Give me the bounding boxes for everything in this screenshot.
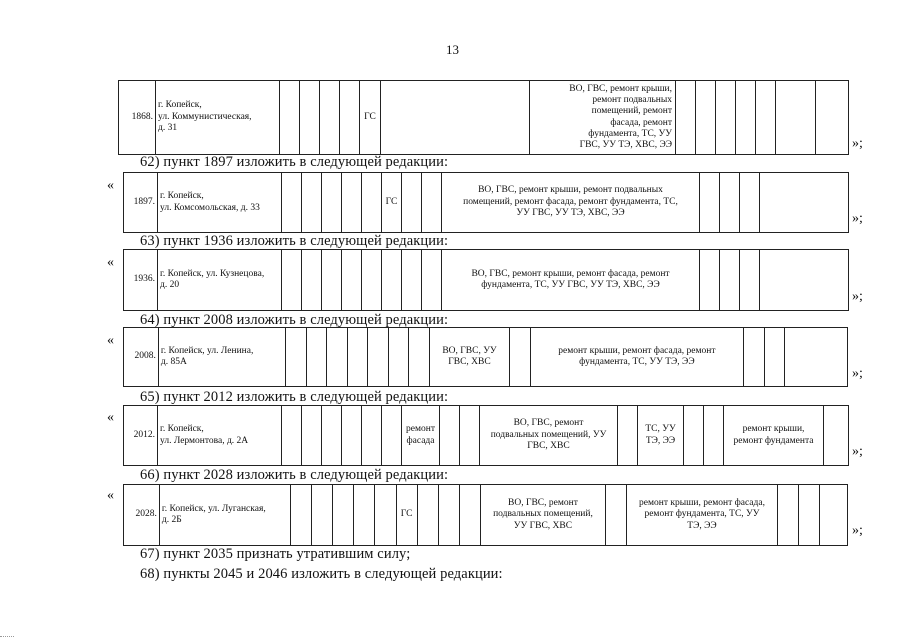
row-number: 2028. xyxy=(124,485,160,546)
row-works: ВО, ГВС, ремонт крыши, ремонт подвальных помещений, ремонт фасада, ремонт фундамента, ТС, УУ ГВС, УУ ТЭ, ХВС, ЭЭ xyxy=(442,173,700,233)
row-works: ВО, ГВС, ремонт крыши, ремонт подвальных помещений, ремонт фасада, ремонт фундамента, ТС, УУ ГВС, УУ ТЭ, ХВС, ЭЭ xyxy=(530,81,676,155)
paragraph-67: 67) пункт 2035 признать утратившим силу; xyxy=(140,546,411,562)
table-row-2028 xyxy=(123,484,848,546)
row-works: ВО, ГВС, ремонт крыши, ремонт фасада, ремонт фундамента, ТС, УУ ГВС, УУ ТЭ, ХВС, ЭЭ xyxy=(442,250,700,311)
table-row-2012 xyxy=(123,405,849,466)
opening-quote: « xyxy=(107,488,114,503)
row-gs: ГС xyxy=(382,173,402,233)
row-address: г. Копейск, ул. Лермонтова, д. 2А xyxy=(158,406,282,466)
paragraph-68: 68) пункты 2045 и 2046 изложить в следующей редакции: xyxy=(140,566,503,582)
paragraph-63: 63) пункт 1936 изложить в следующей редакции: xyxy=(140,233,449,249)
paragraph-65: 65) пункт 2012 изложить в следующей редакции: xyxy=(140,389,449,405)
row-works-c: ремонт крыши, ремонт фундамента xyxy=(724,406,824,466)
scan-edge-mark xyxy=(0,628,14,637)
row-address: г. Копейск, ул. Луганская, д. 2Б xyxy=(159,485,290,546)
closing-quote: »; xyxy=(852,366,863,381)
page-number: 13 xyxy=(446,42,459,57)
row-address: г. Копейск, ул. Кузнецова, д. 20 xyxy=(158,250,282,311)
opening-quote: « xyxy=(107,333,114,348)
opening-quote: « xyxy=(107,410,114,425)
paragraph-64: 64) пункт 2008 изложить в следующей редакции: xyxy=(140,312,449,328)
closing-quote: »; xyxy=(852,444,863,459)
row-works-a: ВО, ГВС, ремонт подвальных помещений, УУ ГВС, ХВС xyxy=(480,406,618,466)
row-number: 1868. xyxy=(119,81,156,155)
row-number: 1897. xyxy=(124,173,158,233)
table-row-2008 xyxy=(123,327,848,387)
row-number: 2012. xyxy=(124,406,158,466)
paragraph-66: 66) пункт 2028 изложить в следующей редакции: xyxy=(140,467,449,483)
row-number: 1936. xyxy=(124,250,158,311)
row-works-b: ремонт крыши, ремонт фасада, ремонт фундамента, ТС, УУ ТЭ, ЭЭ xyxy=(626,485,777,546)
closing-quote: »; xyxy=(852,211,863,226)
row-address: г. Копейск, ул. Коммунистическая, д. 31 xyxy=(156,81,280,155)
row-works-a: ВО, ГВС, ремонт подвальных помещений, УУ ГВС, ХВС xyxy=(481,485,606,546)
row-gs: ГС xyxy=(396,485,417,546)
opening-quote: « xyxy=(107,178,114,193)
row-facade: ремонт фасада xyxy=(402,406,440,466)
closing-quote: »; xyxy=(852,136,863,151)
row-address: г. Копейск, ул. Ленина, д. 85А xyxy=(158,328,285,387)
table-row-1936 xyxy=(123,249,849,311)
row-works-b: ремонт крыши, ремонт фасада, ремонт фундамента, ТС, УУ ТЭ, ЭЭ xyxy=(530,328,744,387)
paragraph-62: 62) пункт 1897 изложить в следующей редакции: xyxy=(140,154,449,170)
closing-quote: »; xyxy=(852,523,863,538)
row-gs: ГС xyxy=(360,81,381,155)
row-works-b: ТС, УУ ТЭ, ЭЭ xyxy=(638,406,684,466)
row-address: г. Копейск, ул. Комсомольская, д. 33 xyxy=(158,173,282,233)
table-row-1897 xyxy=(123,172,849,233)
table-row-1868 xyxy=(118,80,849,155)
row-number: 2008. xyxy=(124,328,159,387)
closing-quote: »; xyxy=(852,289,863,304)
opening-quote: « xyxy=(107,255,114,270)
row-works-a: ВО, ГВС, УУ ГВС, ХВС xyxy=(429,328,509,387)
